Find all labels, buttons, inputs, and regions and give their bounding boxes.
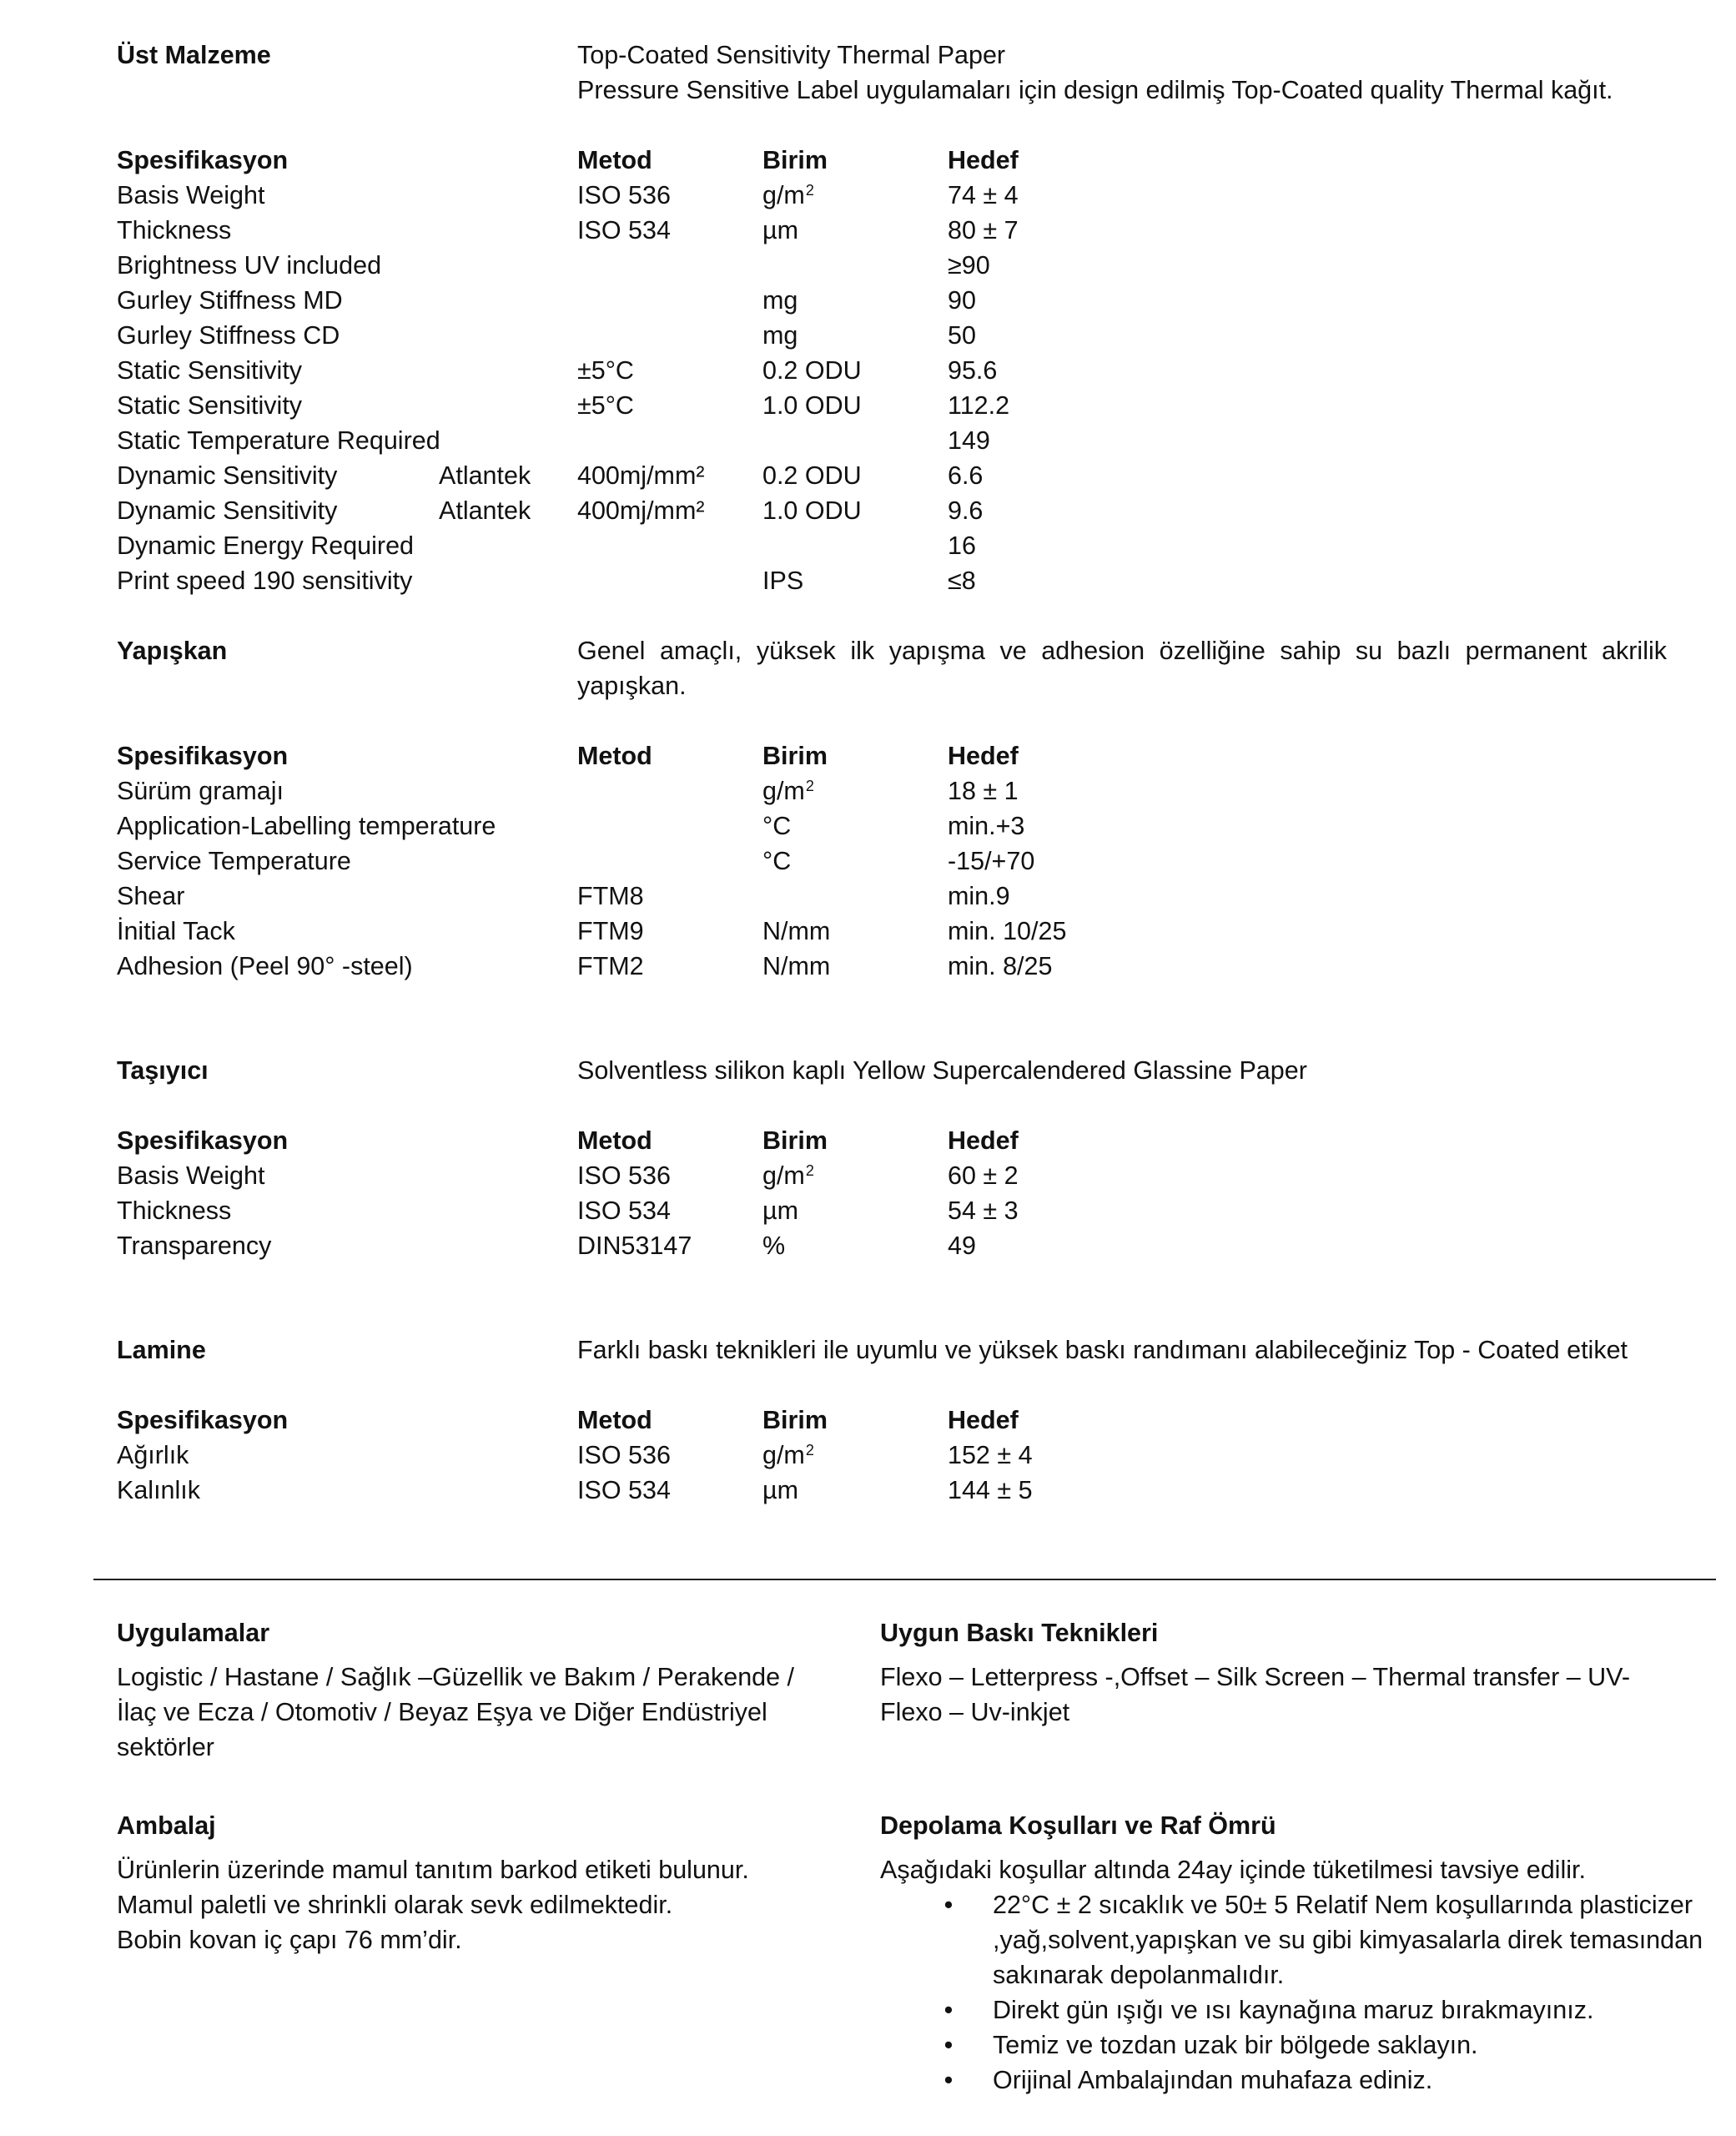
section-label-carrier: Taşıyıcı (117, 1056, 209, 1085)
applications-title: Uygulamalar (117, 1619, 270, 1647)
col-header-spec: Spesifikasyon (117, 1406, 289, 1434)
spec-target: 50 (948, 321, 976, 350)
spec-target: ≥90 (948, 251, 990, 280)
col-header-target: Hedef (948, 146, 1019, 174)
spec-target: min.9 (948, 882, 1010, 910)
spec-unit: 1.0 ODU (762, 391, 862, 420)
spec-method: ISO 534 (577, 216, 671, 244)
spec-target: 9.6 (948, 496, 984, 525)
spec-method: 400mj/mm² (577, 496, 705, 525)
applications-text: Logistic / Hastane / Sağlık –Güzellik ve Bakım / Perakende / İlaç ve Ecza / Otomotiv / Beyaz Eşya ve Diğer Endüstriyel sektörler (117, 1663, 795, 1761)
spec-name: Thickness (117, 216, 232, 244)
col-header-unit: Birim (762, 742, 828, 770)
bullet-icon: • (943, 1996, 954, 2024)
spec-method: DIN53147 (577, 1232, 692, 1260)
col-header-target: Hedef (948, 742, 1019, 770)
storage-bullet: • Orijinal Ambalajından muhafaza ediniz. (880, 2063, 1714, 2098)
print-techniques-text: Flexo – Letterpress -,Offset – Silk Screen – Thermal transfer – UV-Flexo – Uv-inkjet (880, 1663, 1630, 1726)
spec-method: 400mj/mm² (577, 461, 705, 490)
spec-target: 49 (948, 1232, 976, 1260)
spec-unit-gsm: $g/m^2$ (762, 1441, 814, 1469)
col-header-unit: Birim (762, 1406, 828, 1434)
spec-name: Application-Labelling temperature (117, 812, 496, 840)
spec-unit-gsm: $g/m^2$ (762, 1161, 814, 1190)
spec-target: 112.2 (948, 391, 1010, 420)
col-header-unit: Birim (762, 1126, 828, 1155)
spec-name: Basis Weight (117, 181, 265, 209)
storage-bullet-list (880, 1887, 1714, 2098)
spec-target: min.+3 (948, 812, 1025, 840)
spec-unit: N/mm (762, 917, 831, 945)
spec-device: Atlantek (439, 496, 531, 525)
spec-target: 152 ± 4 (948, 1441, 1033, 1469)
col-header-spec: Spesifikasyon (117, 1126, 289, 1155)
spec-name: Brightness UV included (117, 251, 382, 280)
packaging-line: Ürünlerin üzerinde mamul tanıtım barkod etiketi bulunur. (117, 1856, 749, 1884)
spec-unit: mg (762, 286, 798, 315)
bullet-icon: • (943, 2066, 954, 2094)
spec-method: ±5°C (577, 356, 634, 385)
spec-unit: 0.2 ODU (762, 356, 862, 385)
spec-unit-gsm: $g/m^2$ (762, 777, 814, 805)
spec-unit: N/mm (762, 952, 831, 980)
spec-unit: 1.0 ODU (762, 496, 862, 525)
spec-name: Static Temperature Required (117, 426, 440, 455)
spec-unit: IPS (762, 567, 804, 595)
col-header-spec: Spesifikasyon (117, 146, 289, 174)
spec-target: ≤8 (948, 567, 976, 595)
packaging-line: Mamul paletli ve shrinkli olarak sevk edilmektedir. (117, 1891, 673, 1919)
spec-method: FTM8 (577, 882, 644, 910)
spec-name: Kalınlık (117, 1476, 201, 1504)
bullet-icon: • (943, 2031, 954, 2059)
spec-target: 6.6 (948, 461, 984, 490)
col-header-target: Hedef (948, 1126, 1019, 1155)
spec-method: ISO 536 (577, 1441, 671, 1469)
spec-method: ±5°C (577, 391, 634, 420)
spec-method: ISO 536 (577, 181, 671, 209)
spec-target: 18 ± 1 (948, 777, 1019, 805)
spec-name: Service Temperature (117, 847, 351, 875)
spec-unit: µm (762, 216, 798, 244)
col-header-method: Metod (577, 1406, 652, 1434)
col-header-method: Metod (577, 742, 652, 770)
packaging-line: Bobin kovan iç çapı 76 mm’dir. (117, 1926, 462, 1954)
col-header-method: Metod (577, 146, 652, 174)
spec-target: 149 (948, 426, 990, 455)
section-label-laminate: Lamine (117, 1336, 206, 1364)
spec-target: 54 ± 3 (948, 1196, 1019, 1225)
spec-name: Dynamic Energy Required (117, 531, 414, 560)
col-header-unit: Birim (762, 146, 828, 174)
spec-name: Adhesion (Peel 90° -steel) (117, 952, 413, 980)
spec-target: min. 10/25 (948, 917, 1067, 945)
storage-bullet: • Direkt gün ışığı ve ısı kaynağına maruz bırakmayınız. (880, 1992, 1714, 2028)
spec-name: Gurley Stiffness MD (117, 286, 343, 315)
top-material-description: Pressure Sensitive Label uygulamaları için design edilmiş Top-Coated quality Thermal kağıt. (577, 76, 1613, 104)
spec-name: Print speed 190 sensitivity (117, 567, 413, 595)
col-header-target: Hedef (948, 1406, 1019, 1434)
spec-target: 74 ± 4 (948, 181, 1019, 209)
storage-intro: Aşağıdaki koşullar altında 24ay içinde tüketilmesi tavsiye edilir. (880, 1856, 1586, 1884)
spec-target: 60 ± 2 (948, 1161, 1019, 1190)
spec-method: FTM2 (577, 952, 644, 980)
spec-name: Thickness (117, 1196, 232, 1225)
spec-unit: °C (762, 847, 792, 875)
spec-unit: 0.2 ODU (762, 461, 862, 490)
section-divider (93, 1579, 1716, 1580)
spec-method: ISO 534 (577, 1196, 671, 1225)
col-header-method: Metod (577, 1126, 652, 1155)
spec-method: ISO 534 (577, 1476, 671, 1504)
storage-title: Depolama Koşulları ve Raf Ömrü (880, 1811, 1276, 1840)
storage-bullet: • Temiz ve tozdan uzak bir bölgede saklayın. (880, 2028, 1714, 2063)
spec-name: Basis Weight (117, 1161, 265, 1190)
spec-target: 16 (948, 531, 976, 560)
carrier-description: Solventless silikon kaplı Yellow Supercalendered Glassine Paper (577, 1056, 1307, 1085)
spec-unit: mg (762, 321, 798, 350)
spec-name: Dynamic Sensitivity (117, 496, 338, 525)
spec-name: İnitial Tack (117, 917, 235, 945)
spec-unit: µm (762, 1476, 798, 1504)
adhesive-description: Genel amaçlı, yüksek ilk yapışma ve adhesion özelliğine sahip su bazlı permanent akrilik yapışkan. (577, 637, 1667, 700)
spec-target: min. 8/25 (948, 952, 1053, 980)
print-techniques-title: Uygun Baskı Teknikleri (880, 1619, 1159, 1647)
spec-name: Dynamic Sensitivity (117, 461, 338, 490)
spec-unit-gsm: $g/m^2$ (762, 181, 814, 209)
spec-method: ISO 536 (577, 1161, 671, 1190)
spec-name: Transparency (117, 1232, 272, 1260)
spec-target: 90 (948, 286, 976, 315)
spec-target: 95.6 (948, 356, 998, 385)
spec-name: Ağırlık (117, 1441, 189, 1469)
col-header-spec: Spesifikasyon (117, 742, 289, 770)
spec-name: Static Sensitivity (117, 356, 303, 385)
section-label-adhesive: Yapışkan (117, 637, 228, 665)
spec-device: Atlantek (439, 461, 531, 490)
spec-unit: µm (762, 1196, 798, 1225)
section-label-top-material: Üst Malzeme (117, 41, 271, 69)
spec-name: Static Sensitivity (117, 391, 303, 420)
storage-bullet: • 22°C ± 2 sıcaklık ve 50± 5 Relatif Nem koşullarında plasticizer ,yağ,solvent,yapışkan ve su gibi kimyasalarla direk temasından sakınarak depolanmalıdır. (880, 1887, 1714, 1992)
spec-name: Sürüm gramajı (117, 777, 284, 805)
spec-unit: °C (762, 812, 792, 840)
packaging-title: Ambalaj (117, 1811, 216, 1840)
spec-target: -15/+70 (948, 847, 1035, 875)
spec-name: Gurley Stiffness CD (117, 321, 340, 350)
top-material-title: Top-Coated Sensitivity Thermal Paper (577, 41, 1006, 69)
bullet-icon: • (943, 1891, 954, 1919)
spec-method: FTM9 (577, 917, 644, 945)
spec-target: 144 ± 5 (948, 1476, 1033, 1504)
spec-target: 80 ± 7 (948, 216, 1019, 244)
laminate-description: Farklı baskı teknikleri ile uyumlu ve yüksek baskı randımanı alabileceğiniz Top - Coated etiket (577, 1336, 1628, 1364)
spec-unit: % (762, 1232, 786, 1260)
spec-name: Shear (117, 882, 185, 910)
